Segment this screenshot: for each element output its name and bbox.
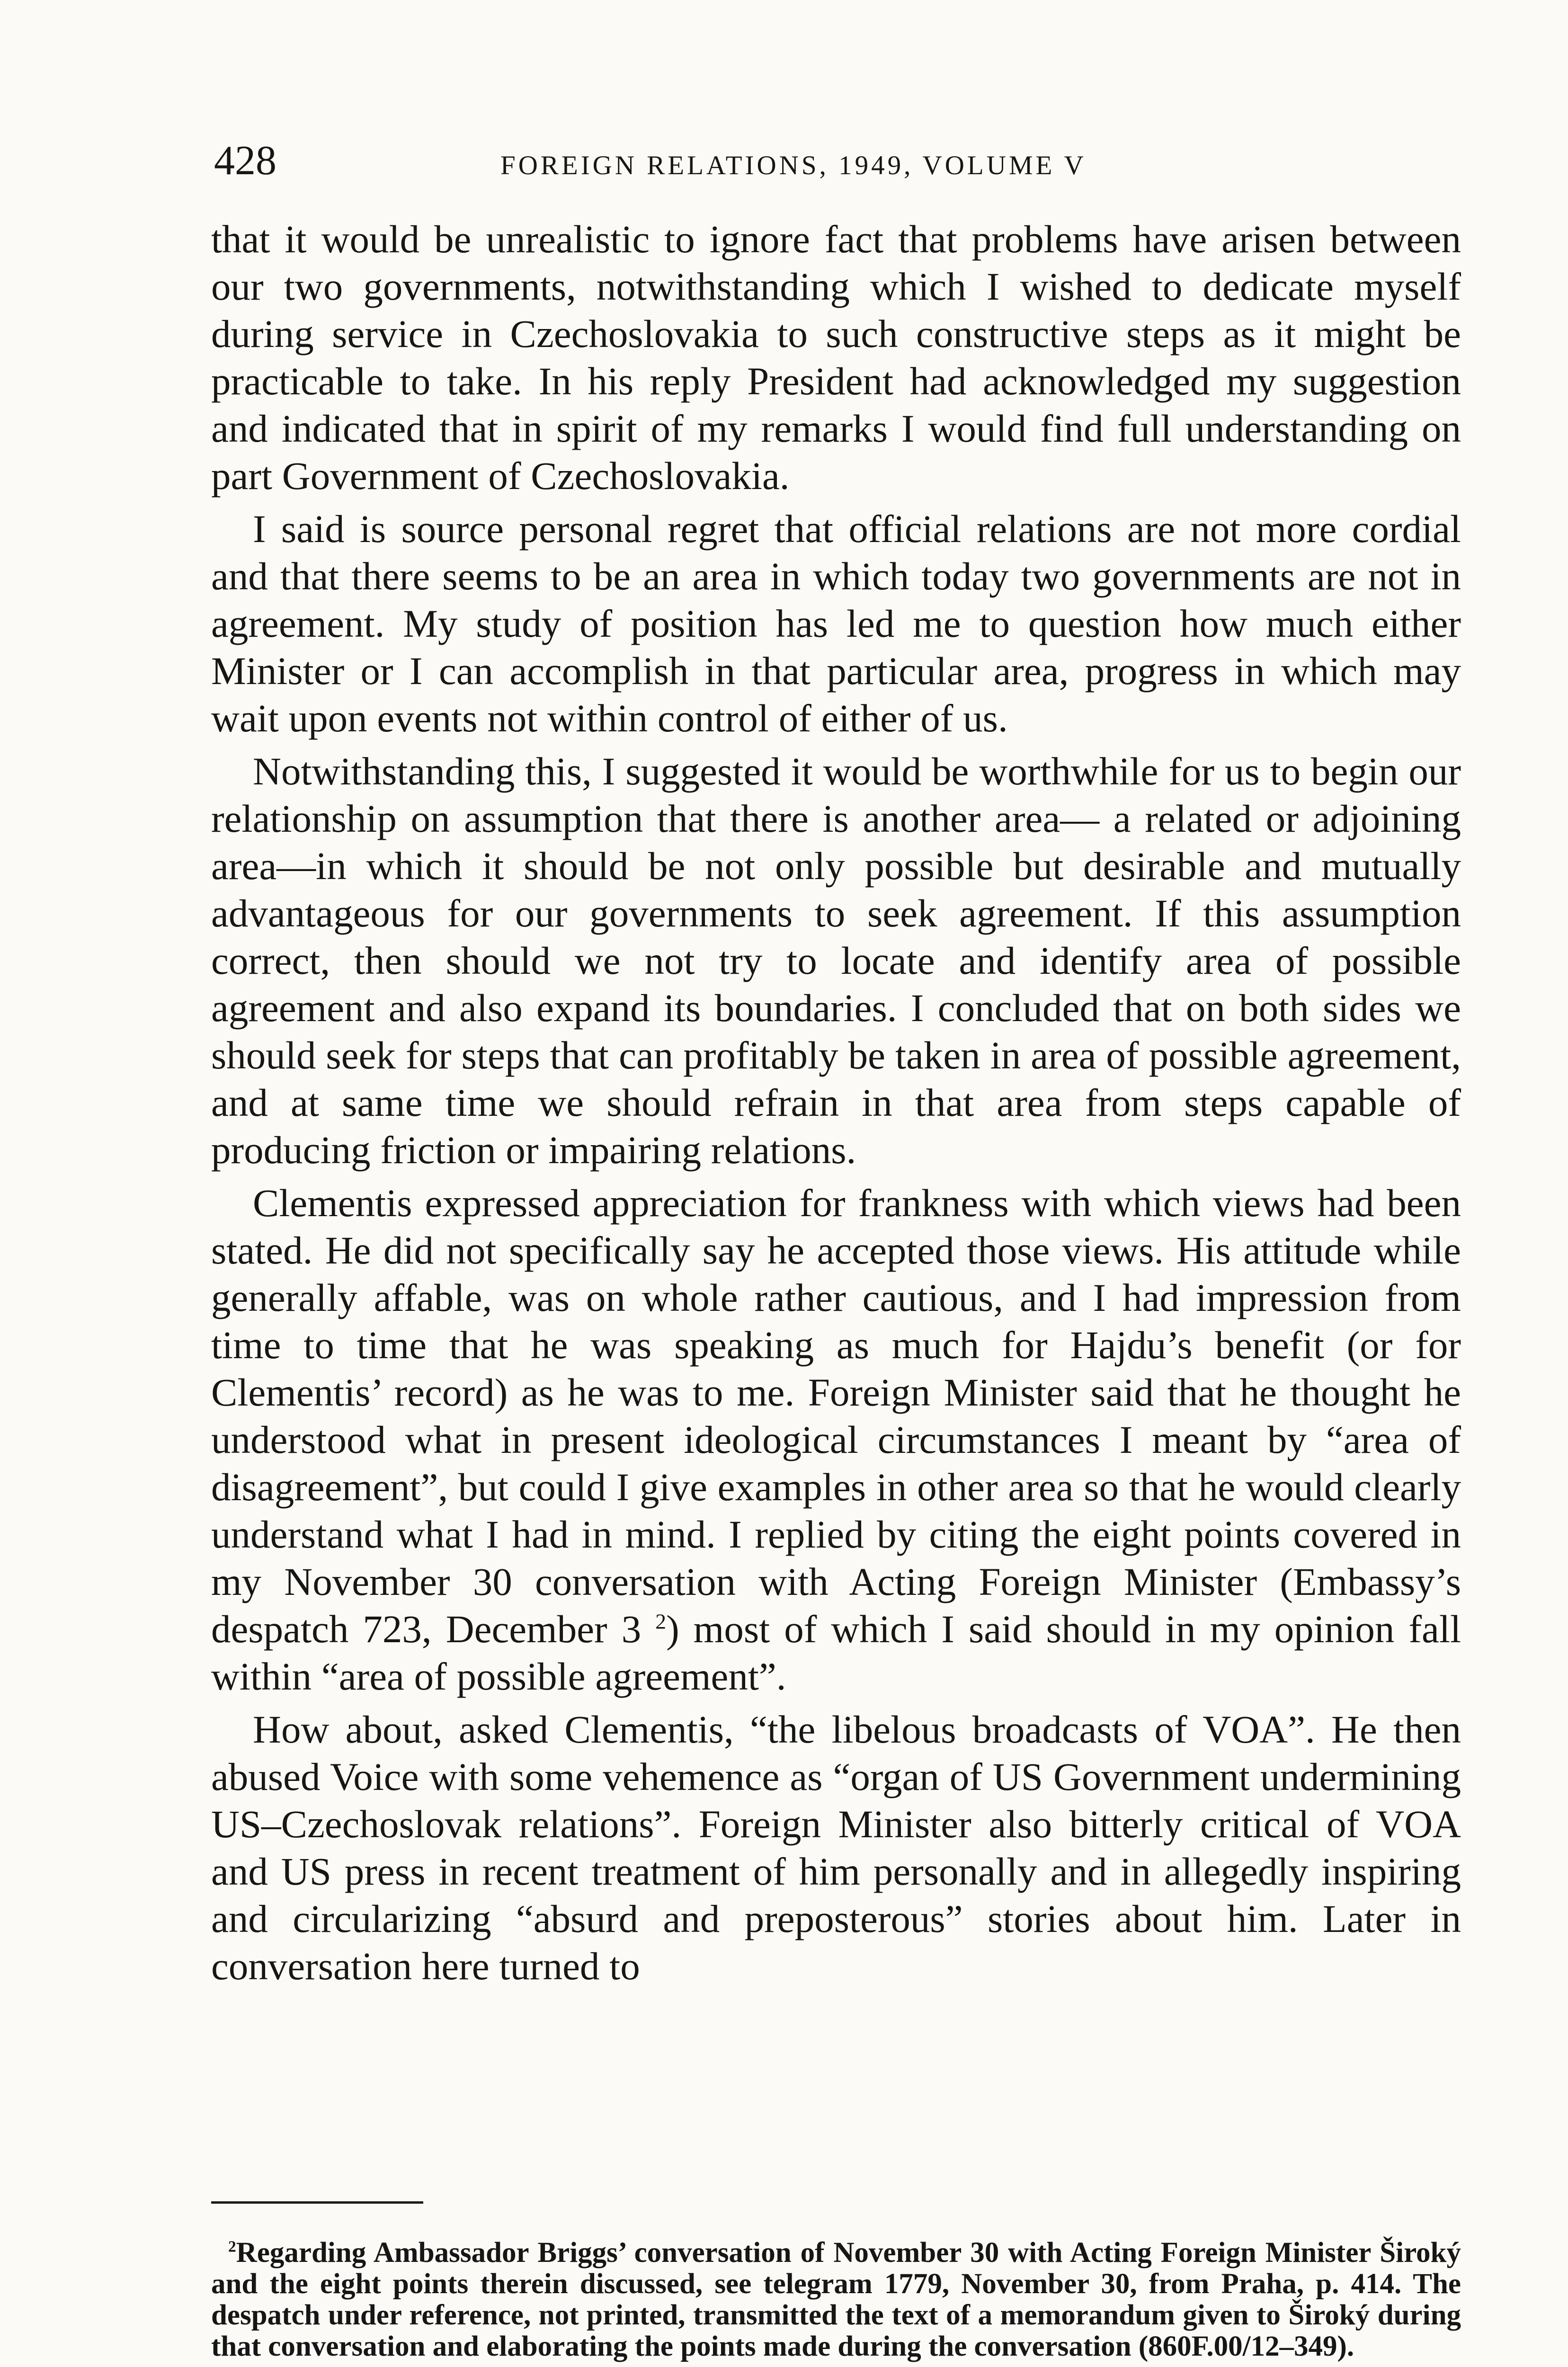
body-text: [211, 215, 1461, 1995]
footnote-marker: 2: [228, 2238, 236, 2256]
paragraph: I said is source personal regret that official relations are not more cordial and that there seems to be an area in which today two governments are not in agreement. My study of position has led me to question how much either Minister or I can accomplish in that particular area, progress in which may wait upon events not within control of either of us.: [211, 507, 1461, 740]
footnote: [211, 2237, 1461, 2362]
footnote-divider: [211, 2201, 423, 2204]
page-header: [214, 137, 1511, 189]
paragraph: Notwithstanding this, I suggested it would be worthwhile for us to begin our relationship on assumption that there is another area— a related or adjoining area—in which it should be not only possible but desirable and mutually advantageous for our governments to seek agreement. If this assumption correct, then should we not try to locate and identify area of possible agreement and also expand its boundaries. I concluded that on both sides we should seek for steps that can profitably be taken in area of possible agreement, and at same time we should refrain in that area from steps capable of producing friction or impairing relations.: [211, 749, 1461, 1172]
running-head: FOREIGN RELATIONS, 1949, VOLUME V: [500, 151, 1087, 180]
footnote-text: Regarding Ambassador Briggs’ conversation of November 30 with Acting Foreign Minister Široký and the eight points therein discussed, see telegram 1779, November 30, from Praha, p. 414. The despatch under reference, not printed, transmitted the text of a memorandum given to Široký during that conversation and elaborating the points made during the conversation (860F.00/12–349).: [211, 2237, 1461, 2362]
page-number: 428: [214, 138, 276, 184]
paragraph-text: ) most of which I said should in my opinion fall within “area of possible agreement”.: [211, 1607, 1461, 1698]
paragraph-with-note: [211, 1179, 1461, 1700]
paragraph: How about, asked Clementis, “the libelous broadcasts of VOA”. He then abused Voice with some vehemence as “organ of US Government undermining US–Czechoslovak relations”. Foreign Minister also bitterly critical of VOA and US press in recent treatment of him personally and in allegedly inspiring and circularizing “absurd and preposterous” stories about him. Later in conversation here turned to: [211, 1708, 1461, 1988]
paragraph-text: Clementis expressed appreciation for frankness with which views had been stated. He did not specifically say he accepted those views. His attitude while generally affable, was on whole rather cautious, and I had impression from time to time that he was speaking as much for Hajdu’s benefit (or for Clementis’ record) as he was to me. Foreign Minister said that he thought he understood what in present ideological circumstances I meant by “area of disagreement”, but could I give examples in other area so that he would clearly understand what I had in mind. I replied by citing the eight points covered in my November 30 conversation with Acting Foreign Minister (Embassy’s despatch 723, December 3: [211, 1181, 1461, 1651]
paragraph-continued: that it would be unrealistic to ignore fact that problems have arisen between our two governments, notwithstanding which I wished to dedicate myself during service in Czechoslovakia to such constructive steps as it might be practicable to take. In his reply President had acknowledged my suggestion and indicated that in spirit of my remarks I would find full understanding on part Government of Czechoslovakia.: [211, 217, 1461, 498]
footnote-reference[interactable]: 2: [655, 1609, 667, 1634]
